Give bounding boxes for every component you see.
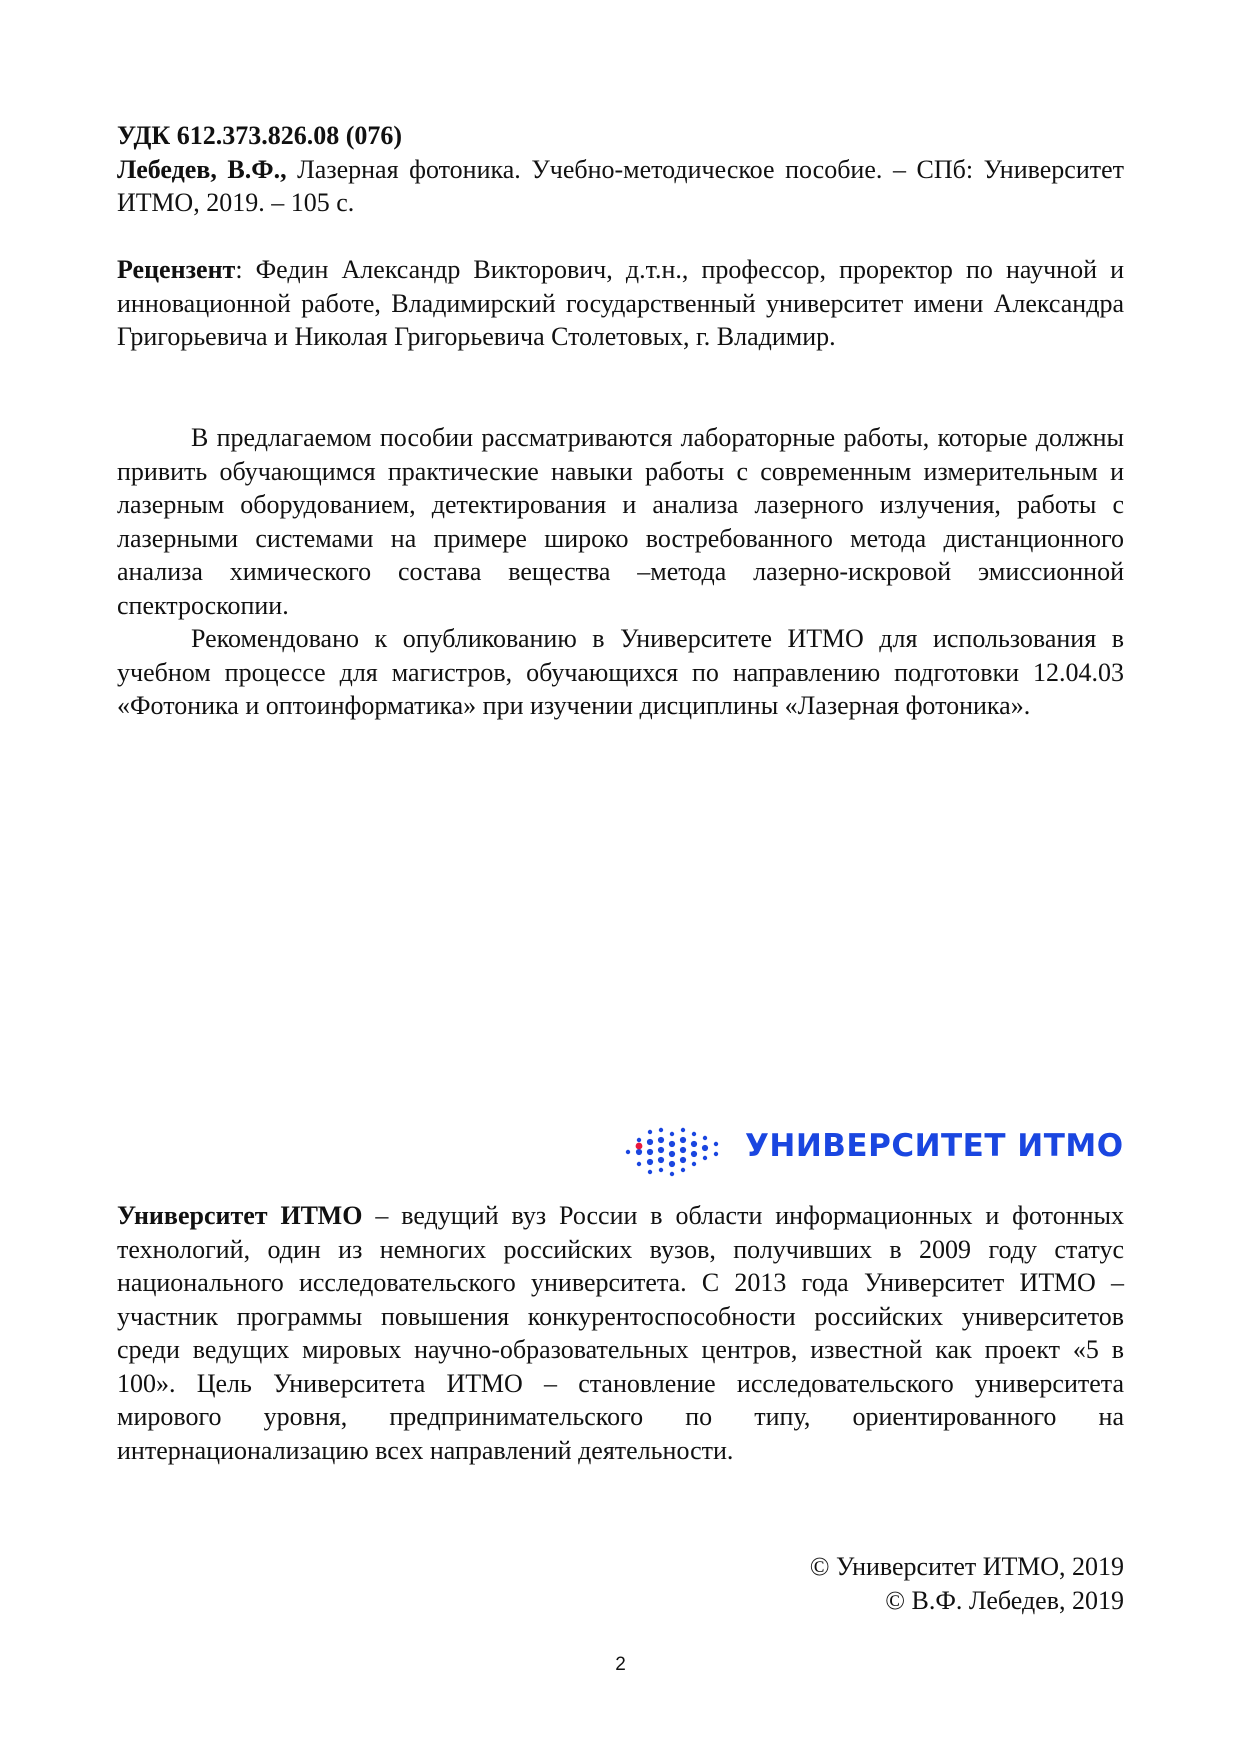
bibliographic-block [117,119,1124,220]
itmo-name: Университет ИТМО [117,1201,363,1230]
logo-dot [681,1168,685,1172]
logo-dot [691,1141,697,1147]
logo-dot [659,1168,663,1172]
logo-dot [659,1128,663,1132]
logo-dot [680,1137,686,1143]
abstract-block [117,421,1124,723]
citation-author: Лебедев, В.Ф., [117,154,287,184]
logo-dot [648,1130,652,1134]
logo-dot [647,1159,653,1165]
recommendation-paragraph: Рекомендовано к опубликованию в Университете ИТМО для использования в учебном процессе для магистров, обучающихся по направлению подготовки 12.04.03 «Фотоника и оптоинформатика» при изучении дисциплины «Лазерная фотоника». [117,624,1124,720]
reviewer-label: Рецензент [117,255,236,284]
logo-dot [636,1149,642,1155]
logo-dot [703,1136,707,1140]
reviewer-text: : Федин Александр Викторович, д.т.н., профессор, проректор по научной и инновационной работе, Владимирский государственный университет имени Александра Григорьевича и Николая Григорьевича Столетовых, г. Владимир. [117,255,1124,351]
citation [117,153,1124,220]
logo-dot [647,1139,653,1145]
logo-dot [658,1147,664,1153]
logo-accent-dot [636,1143,643,1150]
logo-dot [670,1172,674,1176]
logo-dot [637,1162,641,1166]
logo-dot [669,1151,675,1157]
citation-text: Лазерная фотоника. Учебно-методическое пособие. – СПб: Университет ИТМО, 2019. – 105 с. [117,154,1125,217]
logo-dot [637,1138,641,1142]
logo-text: УНИВЕРСИТЕТ ИТМО [745,1128,1124,1164]
copyright-block [810,1550,1124,1618]
copyright-university: © Университет ИТМО, 2019 [809,1552,1124,1581]
logo-dot [670,1132,674,1136]
logo-dot [703,1156,707,1160]
logo-dot [714,1152,718,1156]
logo-dot [669,1161,675,1167]
dotted-sphere-icon [620,1122,730,1182]
logo-dot [691,1151,697,1157]
abstract-paragraph: В предлагаемом пособии рассматриваются лабораторные работы, которые должны привить обучающимся практические навыки работы с современным измерительным и лазерным оборудованием, детектирования и анализа лазерного излучения, работы с лазерными системами на примере широко востребованного метода дистанционного анализа химического состава вещества –метода лазерно-искровой эмиссионной спектроскопии. [117,423,1124,620]
logo-dot [626,1150,630,1154]
logo-dot [658,1157,664,1163]
logo-dot [692,1132,696,1136]
logo-dot [680,1147,686,1153]
logo-dot [680,1157,686,1163]
reviewer-block [117,253,1124,354]
logo-dot [702,1145,708,1151]
logo-dot [647,1149,653,1155]
copyright-author: © В.Ф. Лебедев, 2019 [885,1586,1124,1615]
page-number: 2 [615,1654,626,1675]
itmo-text: – ведущий вуз России в области информационных и фотонных технологий, один из немногих российских вузов, получивших в 2009 году статус национального исследовательского университета. С 2013 года Университет ИТМО – участник программы повышения конкурентоспособности российских университетов среди ведущих мировых научно-образовательных центров, известной как проект «5 в 100». Цель Университета ИТМО – становление исследовательского университета мирового уровня, предпринимательского по типу, ориентированного на интернационализацию всех направлений деятельности. [117,1201,1124,1465]
itmo-description [117,1199,1124,1467]
logo-dot [692,1162,696,1166]
logo-dot [669,1141,675,1147]
udk-code: УДК 612.373.826.08 (076) [117,121,403,150]
logo-dot [681,1128,685,1132]
itmo-logo [620,1122,1124,1182]
reviewer [117,253,1124,354]
logo-dot [658,1137,664,1143]
logo-dot [648,1170,652,1174]
logo-dot [714,1142,718,1146]
